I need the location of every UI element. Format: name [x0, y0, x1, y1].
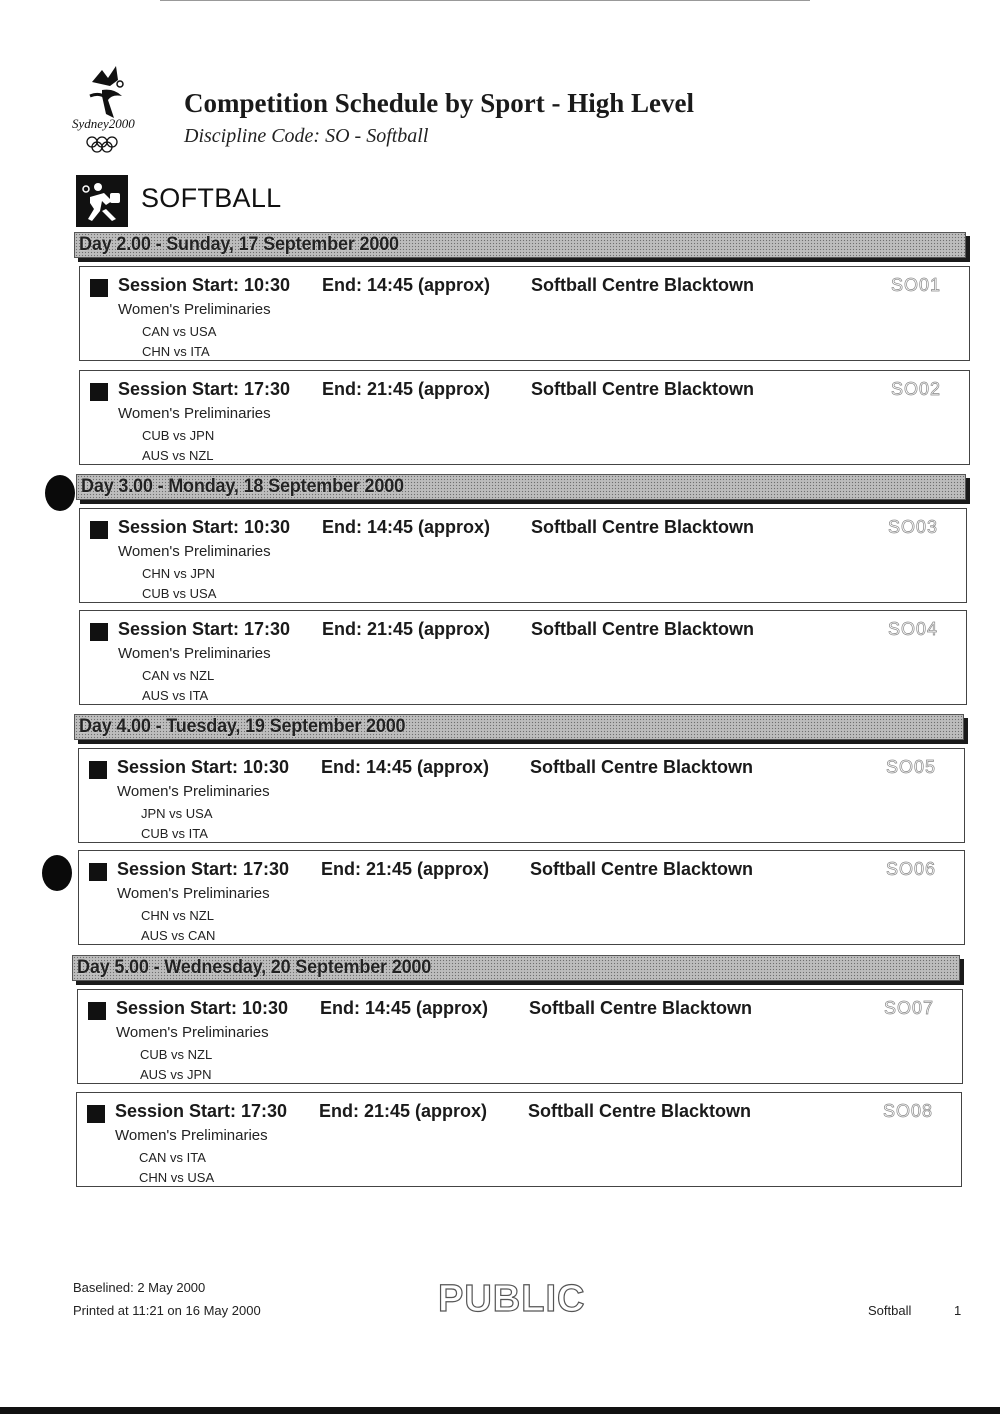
- session-code: SO07: [883, 998, 934, 1018]
- printed-timestamp: Printed at 11:21 on 16 May 2000: [73, 1303, 261, 1318]
- day-header-bar: [74, 714, 964, 740]
- softball-pictogram-icon: [90, 383, 108, 401]
- softball-pictogram-icon: [89, 863, 107, 881]
- session-venue: Softball Centre Blacktown: [530, 757, 754, 777]
- discipline-code: Discipline Code: SO - Softball: [184, 125, 429, 147]
- baselined-date: Baselined: 2 May 2000: [73, 1280, 206, 1295]
- punch-hole-mark: [45, 475, 75, 511]
- match-item: CUB vs NZL: [140, 1047, 213, 1062]
- session-code: SO08: [882, 1101, 933, 1121]
- session-start: Session Start: 17:30: [118, 379, 291, 399]
- match-item: AUS vs JPN: [140, 1067, 212, 1082]
- match-item: AUS vs ITA: [142, 688, 209, 703]
- footer-sport: Softball: [868, 1303, 912, 1318]
- sydney-2000-logo-icon: [62, 62, 158, 158]
- session-code: SO04: [887, 619, 938, 639]
- session-end: End: 14:45 (approx): [322, 275, 491, 295]
- scan-top-edge: [160, 0, 810, 1]
- match-item: CUB vs USA: [142, 586, 217, 601]
- sydney-2000-logo: [62, 62, 158, 158]
- session-end: End: 21:45 (approx): [322, 619, 491, 639]
- scan-bottom-edge: [0, 1407, 1000, 1414]
- page-number: 1: [954, 1303, 962, 1318]
- day-label: Day 3.00 - Monday, 18 September 2000: [81, 476, 404, 497]
- session-end: End: 14:45 (approx): [321, 757, 490, 777]
- day-label: Day 4.00 - Tuesday, 19 September 2000: [79, 716, 406, 737]
- softball-pictogram-icon: [90, 521, 108, 539]
- day-label: Day 2.00 - Sunday, 17 September 2000: [79, 234, 399, 255]
- session-venue: Softball Centre Blacktown: [529, 998, 753, 1018]
- session-event: Women's Preliminaries: [117, 783, 270, 800]
- session-card: [79, 370, 970, 465]
- svg-text:Sydney2000: Sydney2000: [72, 116, 135, 131]
- session-venue: Softball Centre Blacktown: [528, 1101, 752, 1121]
- session-end: End: 14:45 (approx): [320, 998, 489, 1018]
- session-venue: Softball Centre Blacktown: [531, 275, 755, 295]
- softball-pictogram-icon: [90, 623, 108, 641]
- session-end: End: 21:45 (approx): [322, 379, 491, 399]
- match-item: CHN vs NZL: [141, 908, 214, 923]
- softball-pictogram-icon: [76, 175, 128, 227]
- match-item: CHN vs USA: [139, 1170, 215, 1185]
- session-code: SO03: [887, 517, 938, 537]
- match-item: CHN vs ITA: [142, 344, 210, 359]
- session-event: Women's Preliminaries: [118, 645, 271, 662]
- softball-pictogram-icon: [88, 1002, 106, 1020]
- match-item: CUB vs JPN: [142, 428, 215, 443]
- session-start: Session Start: 17:30: [115, 1101, 288, 1121]
- session-start: Session Start: 10:30: [118, 275, 291, 295]
- session-end: End: 21:45 (approx): [319, 1101, 488, 1121]
- session-card: [78, 850, 965, 945]
- session-event: Women's Preliminaries: [118, 405, 271, 422]
- match-item: CHN vs JPN: [142, 566, 215, 581]
- session-card: [79, 266, 970, 361]
- session-event: Women's Preliminaries: [115, 1127, 268, 1144]
- session-event: Women's Preliminaries: [116, 1024, 269, 1041]
- punch-hole-mark: [42, 855, 72, 891]
- session-code: SO06: [885, 859, 936, 879]
- session-card: [76, 1092, 962, 1187]
- session-start: Session Start: 10:30: [116, 998, 289, 1018]
- session-card: [79, 610, 967, 705]
- session-start: Session Start: 17:30: [117, 859, 290, 879]
- sport-name: SOFTBALL: [141, 183, 282, 213]
- session-card: [78, 748, 965, 843]
- day-header-bar: [72, 955, 960, 981]
- day-header-bar: [74, 232, 966, 258]
- session-end: End: 21:45 (approx): [321, 859, 490, 879]
- session-event: Women's Preliminaries: [118, 543, 271, 560]
- page-title: Competition Schedule by Sport - High Level: [184, 88, 695, 118]
- session-event: Women's Preliminaries: [118, 301, 271, 318]
- session-venue: Softball Centre Blacktown: [530, 859, 754, 879]
- match-item: CUB vs ITA: [141, 826, 208, 841]
- session-start: Session Start: 17:30: [118, 619, 291, 639]
- session-venue: Softball Centre Blacktown: [531, 517, 755, 537]
- session-card: [77, 989, 963, 1084]
- session-venue: Softball Centre Blacktown: [531, 619, 755, 639]
- match-item: AUS vs NZL: [142, 448, 214, 463]
- session-venue: Softball Centre Blacktown: [531, 379, 755, 399]
- session-code: SO05: [885, 757, 936, 777]
- match-item: JPN vs USA: [141, 806, 213, 821]
- session-end: End: 14:45 (approx): [322, 517, 491, 537]
- match-item: AUS vs CAN: [141, 928, 216, 943]
- session-code: SO02: [890, 379, 941, 399]
- day-header-bar: [76, 474, 966, 500]
- match-item: CAN vs ITA: [139, 1150, 206, 1165]
- match-item: CAN vs NZL: [142, 668, 215, 683]
- session-start: Session Start: 10:30: [117, 757, 290, 777]
- match-item: CAN vs USA: [142, 324, 217, 339]
- session-card: [79, 508, 967, 603]
- softball-pictogram-icon: [89, 761, 107, 779]
- session-code: SO01: [890, 275, 941, 295]
- softball-pictogram-icon: [90, 279, 108, 297]
- classification-label: PUBLIC: [438, 1278, 586, 1320]
- session-event: Women's Preliminaries: [117, 885, 270, 902]
- softball-pictogram-icon: [87, 1105, 105, 1123]
- day-label: Day 5.00 - Wednesday, 20 September 2000: [77, 957, 432, 978]
- session-start: Session Start: 10:30: [118, 517, 291, 537]
